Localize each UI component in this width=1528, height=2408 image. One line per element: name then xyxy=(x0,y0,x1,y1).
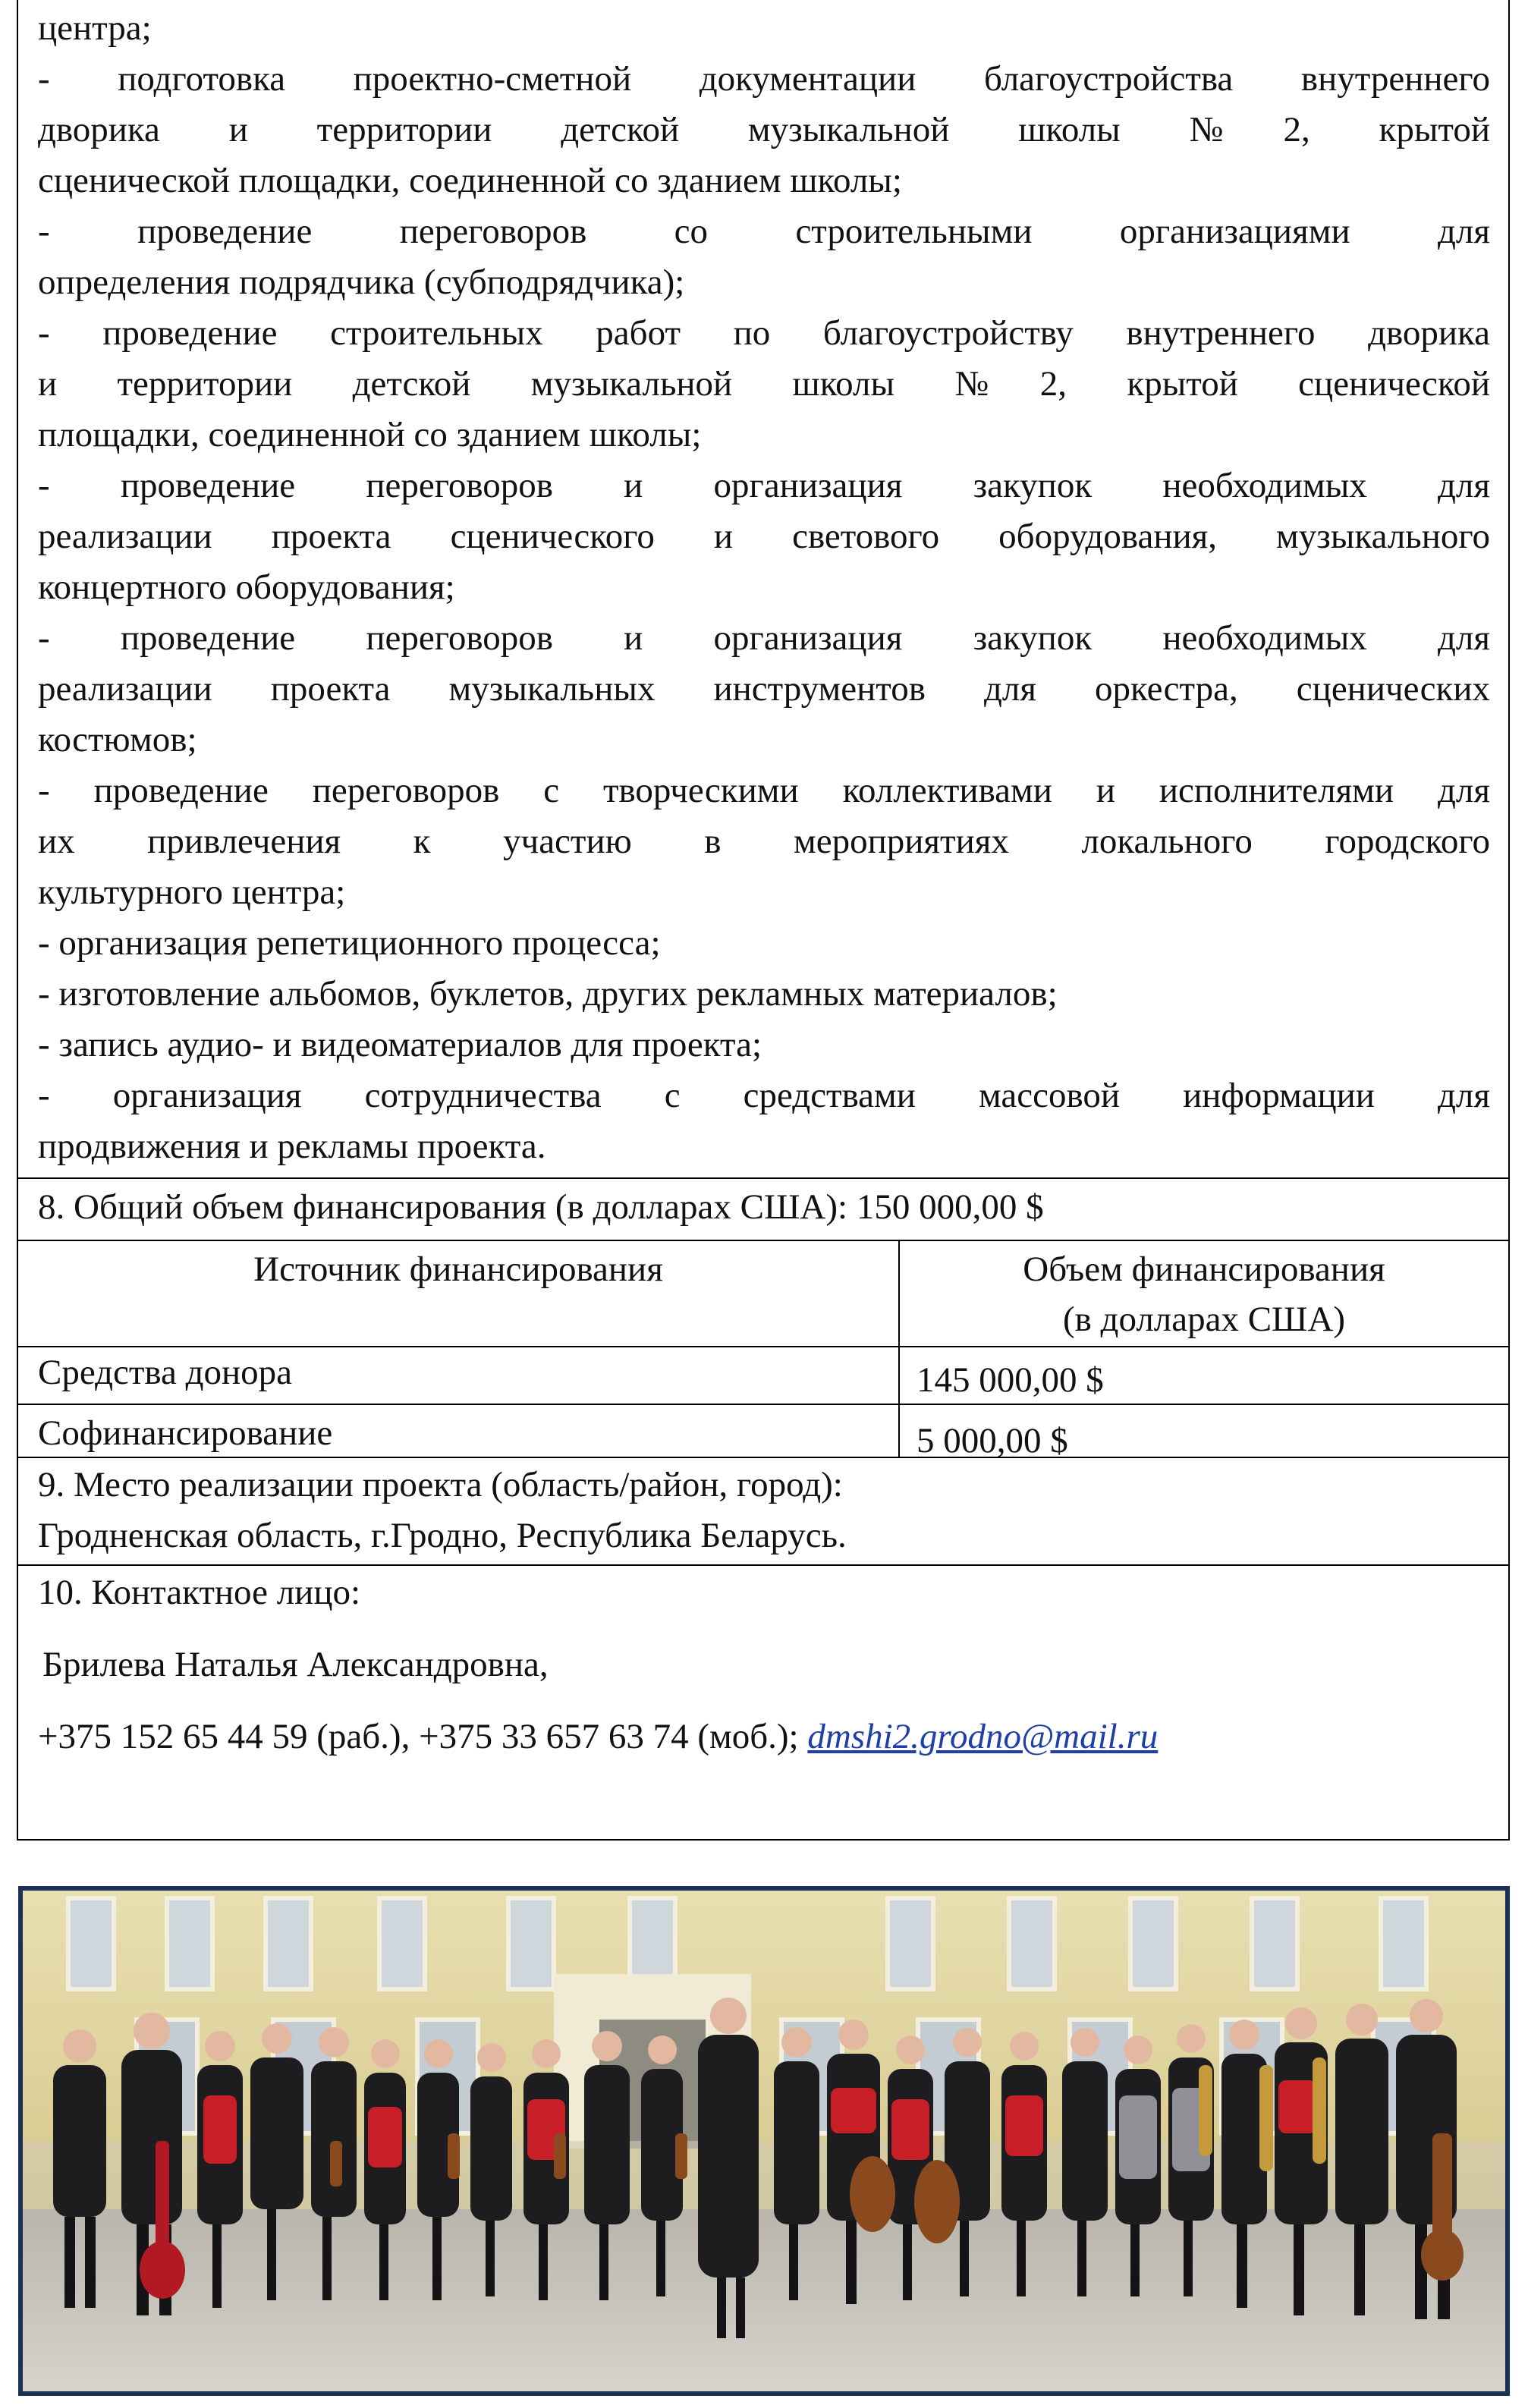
activity-line: продвижения и рекламы проекта. xyxy=(38,1127,546,1166)
activity-line: культурного центра; xyxy=(38,872,346,912)
financing-total: 8. Общий объем финансирования (в долларах США): 150 000,00 $ xyxy=(38,1187,1044,1227)
divider xyxy=(18,1177,1508,1179)
activities-section xyxy=(18,0,1508,1176)
contact-email-link[interactable]: dmshi2.grodno@mail.ru xyxy=(807,1717,1159,1756)
activity-line: концертного оборудования; xyxy=(38,567,455,607)
activity-line: - организация репетиционного процесса; xyxy=(38,923,661,963)
activity-line: - проведение переговоров и организация закупок необходимых для xyxy=(38,466,1490,505)
divider xyxy=(18,1564,1508,1566)
location-heading: 9. Место реализации проекта (область/район, город): xyxy=(38,1465,843,1504)
divider xyxy=(18,1457,1508,1458)
table-row-divider xyxy=(18,1404,1508,1405)
table-cell-amount: 5 000,00 $ xyxy=(916,1421,1068,1460)
contact-phones-line xyxy=(38,1712,1158,1762)
activity-line: - проведение переговоров со строительными организациями для xyxy=(38,212,1490,251)
activity-line: - запись аудио- и видеоматериалов для проекта; xyxy=(38,1025,762,1064)
activity-line: - изготовление альбомов, буклетов, других рекламных материалов; xyxy=(38,974,1058,1014)
table-header-amount-unit: (в долларах США) xyxy=(1062,1300,1346,1339)
location-value: Гродненская область, г.Гродно, Республика Беларусь. xyxy=(38,1516,847,1555)
table-cell-source: Средства донора xyxy=(38,1353,293,1392)
activity-line: реализации проекта сценического и светового оборудования, музыкального xyxy=(38,517,1490,556)
activity-line: - проведение строительных работ по благоустройству внутреннего дворика xyxy=(38,313,1490,353)
activity-line: сценической площадки, соединенной со зданием школы; xyxy=(38,161,902,200)
group-photo-image xyxy=(23,1891,1505,2391)
activity-line: дворика и территории детской музыкальной школы №2, крытой xyxy=(38,110,1490,149)
activity-line: определения подрядчика (субподрядчика); xyxy=(38,262,685,302)
activity-line: и территории детской музыкальной школы №2, крытой сценической xyxy=(38,364,1490,404)
group-photo xyxy=(18,1886,1510,2396)
activity-line: - проведение переговоров с творческими коллективами и исполнителями для xyxy=(38,771,1490,810)
activity-line: их привлечения к участию в мероприятиях локального городского xyxy=(38,822,1490,861)
activity-line: центра; xyxy=(38,8,152,48)
activity-line: - организация сотрудничества с средствами массовой информации для xyxy=(38,1076,1490,1115)
activity-line: - подготовка проектно-сметной документации благоустройства внутреннего xyxy=(38,59,1490,99)
activity-line: реализации проекта музыкальных инструментов для оркестра, сценических xyxy=(38,669,1490,709)
table-cell-source: Софинансирование xyxy=(38,1413,333,1453)
table-header-source: Источник финансирования xyxy=(253,1250,663,1289)
table-cell-amount: 145 000,00 $ xyxy=(916,1360,1104,1400)
activity-line: - проведение переговоров и организация закупок необходимых для xyxy=(38,618,1490,658)
table-header-amount: Объем финансирования xyxy=(1023,1250,1385,1289)
contact-phones: +375 152 65 44 59 (раб.), +375 33 657 63 74 (моб.); xyxy=(38,1717,799,1756)
activity-line: костюмов; xyxy=(38,720,197,759)
divider xyxy=(18,1240,1508,1241)
activity-line: площадки, соединенной со зданием школы; xyxy=(38,415,702,454)
contact-name: Брилева Наталья Александровна, xyxy=(42,1645,549,1684)
contact-heading: 10. Контактное лицо: xyxy=(38,1573,361,1612)
document-frame xyxy=(17,0,1510,1841)
